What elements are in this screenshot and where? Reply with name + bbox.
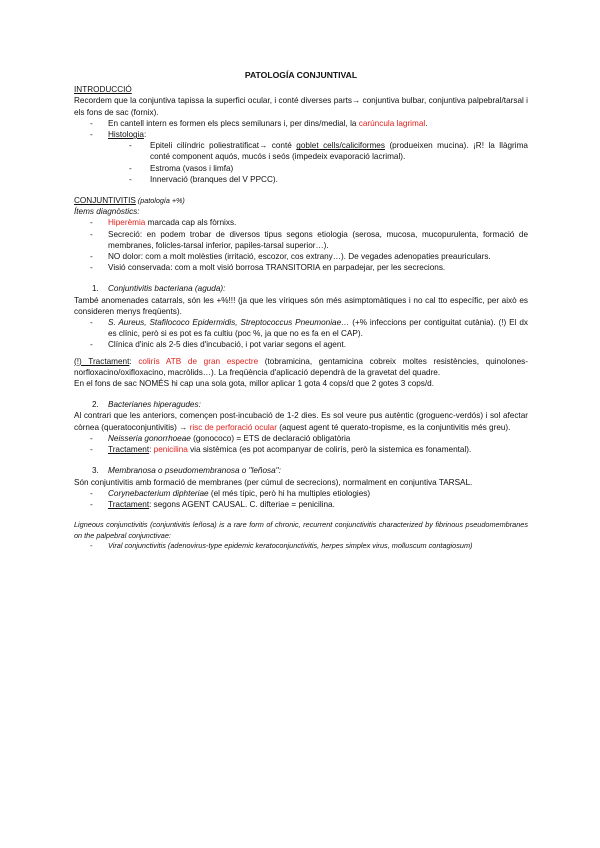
ligneous-item-viral: - Viral conjunctivitis (adenovirus-type epidemic keratoconjunctivitis, herpes simplex virus, molluscum contagiosum) (90, 541, 473, 551)
hiperemia-highlight: Hiperèmia (108, 218, 146, 228)
bullet-marker: - (90, 218, 93, 228)
goblet-cells-term: goblet cells/caliciformes (296, 141, 385, 151)
histologia-item-estroma: - Estroma (vasos i limfa) (129, 163, 234, 173)
bullet-marker: - (90, 130, 93, 140)
items-diagnostics-label: Ítems diagnòstics: (74, 207, 140, 217)
intro-bullet-histologia: - Histologia: (90, 130, 147, 140)
hiperagudes-item-tractament: - Tractament: penicilina via sistèmica (es pot acompanyar de colirís, però la sistemica es fonamental). (90, 445, 472, 455)
bullet-marker: - (90, 445, 93, 455)
section-bacteriana-heading: 1. Conjuntivitis bacteriana (aguda): (92, 284, 226, 294)
perforacio-highlight: risc de perforació ocular (189, 422, 277, 432)
bacteriana-fons-sac: En el fons de sac NOMÉS hi cap una sola gota, millor aplicar 1 gota 4 cops/d que 2 gotes 3 cops/d. (74, 379, 435, 389)
bullet-marker: - (90, 433, 93, 443)
bullet-marker: - (129, 141, 132, 151)
bacteriana-item-agents: - S. Aureus, Stafilococo Epidermidis, Streptococcus Pneumoniae… (+% infeccions per contiguitat cutània). (!) El dx es clínic, però si es pot es fa cultiu (poc %, ja que no es fa en el CAP). (90, 318, 528, 339)
membranosa-item-tractament: - Tractament: segons AGENT CAUSAL. C. difteriae = penicilina. (90, 499, 335, 509)
hiperagudes-paragraph: Al contrari que les anteriors, començen post-incubació de 1-2 dies. Es sol veure pus autèntic (groguenc-verdós) i sol afectar còrnea (queratoconjuntivitis) → risc de perforació ocular (aquest agent té querato-tropisme, es la conjuntivitis més greu). (74, 411, 528, 432)
document-page (74, 70, 528, 552)
page-title: PATOLOGÍA CONJUNTIVAL (244, 70, 358, 80)
bullet-marker: - (129, 163, 132, 173)
bullet-marker: - (90, 488, 93, 498)
ligneous-paragraph: Ligneous conjunctivitis (conjuntivitis leñosa) is a rare form of chronic, recurrent conjunctivitis characterized by fibrinous pseudomembranes on the palpebral conjunctivae: (74, 520, 528, 540)
conjuntivitis-note: (patología +%) (135, 196, 185, 206)
histologia-item-epiteli: - Epiteli cilíndric poliestratificat→ conté goblet cells/caliciformes (produeixen mucina). ¡R! la llàgrima conté component aquós, mucós i seós (impedeix evaporació lacrimal). (129, 141, 528, 162)
membranosa-paragraph: Són conjuntivitis amb formació de membranes (per cúmul de secrecions), normalment en conjuntiva TARSAL. (74, 477, 473, 487)
bullet-marker: - (90, 252, 93, 262)
diag-item-dolor: - NO dolor: com a molt molèsties (irritació, escozor, cos extrany…). De vegades adenopaties preauriculars. (90, 252, 491, 262)
bullet-marker: - (90, 541, 93, 551)
bullet-marker: - (90, 340, 93, 350)
bullet-marker: - (90, 229, 93, 239)
bacteriana-paragraph: També anomenades catarrals, són les +%!!! (ja que les víriques són més asimptomàtiques i no cal tto específic, per això es consideren menys freqüents). (74, 295, 528, 316)
section-hiperagudes-heading: 2. Bacterianes hiperagudes: (92, 400, 201, 410)
membranosa-item-corynebacterium: - Corynebacterium diphteriae (el més típic, però hi ha multiples etiologies) (90, 488, 371, 498)
diag-item-secrecio: - Secreció: en podem trobar de diversos tipus segons etiologia (serosa, mucosa, mucopurulenta, formació de membranes, folicles-tarsal inferior, papiles-tarsal superior…). (90, 229, 528, 250)
intro-bullet-plecs: - En cantell intern es formen els plecs semilunars i, per dins/medial, la carúncula lagrimal. (90, 118, 428, 128)
bullet-marker: - (129, 174, 132, 184)
intro-paragraph: Recordem que la conjuntiva tapissa la superfici ocular, i conté diverses parts→ conjuntiva bulbar, conjuntiva palpebral/tarsal i els fons de sac (fornix). (74, 96, 528, 117)
caruncula-highlight: carúncula lagrimal (358, 118, 426, 128)
bullet-marker: - (90, 318, 93, 328)
bullet-marker: - (90, 263, 93, 273)
diag-item-visio: - Visió conservada: com a molt visió borrosa TRANSITORIA en parpadejar, per les secrecions. (90, 263, 446, 273)
bullet-marker: - (90, 499, 93, 509)
bullet-marker: - (90, 118, 93, 128)
conjuntivitis-heading: CONJUNTIVITIS (patología +%) (74, 196, 185, 206)
bacteriana-tractament: (!) Tractament: colirís ATB de gran espectre (tobramicina, gentamicina cobreix moltes resistències, quinolones- norfloxacino/oxifloxacino, macròlids…). La freqüència d'aplicació dependrà de la gravetat del quadre. (74, 356, 528, 377)
penicilina-highlight: penicilina (153, 445, 188, 455)
section-membranosa-heading: 3. Membranosa o pseudomembranosa o "leñosa": (92, 466, 281, 476)
hiperagudes-item-neisseria: - Neisseria gonorrhoeae (gonococo) = ETS de declaració obligatòria (90, 433, 351, 443)
bacteriana-item-clinica: - Clínica d'inic als 2-5 dies d'incubació, i pot variar segons el agent. (90, 340, 346, 350)
diag-item-hiperemia: - Hiperèmia marcada cap als fòrnixs. (90, 218, 237, 228)
colirs-highlight: colirís ATB de gran espectre (138, 356, 259, 366)
histologia-item-innervacio: - Innervació (branques del V PPCC). (129, 174, 278, 184)
histologia-label: Histologia (108, 130, 144, 140)
intro-heading: INTRODUCCIÓ (74, 85, 132, 95)
tractament-label: (!) Tractament (74, 356, 130, 366)
